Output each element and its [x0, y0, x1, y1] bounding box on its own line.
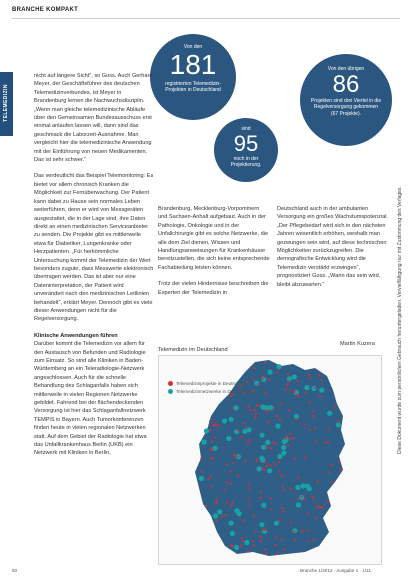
project-dot [210, 485, 212, 487]
network-dot [234, 508, 239, 513]
col1-paragraph: Das verdeutlicht das Beispiel Telemonitoring: Es bietet vor allem chronisch Kranken die Möglichkeit zur Fernüberwachung. Der Patient kann dabei zu Hause sein normales Leben weiterführen, denn er wird von Messgeräten ausgestattet, die in der Lage sind, ihre Daten direkt an einen medizinischen Serviceanbieter zu senden. Die Projekte gibt es mittlerweile etwa für Diabetiker, Lungenkranke oder Herzpatienten. „Für herkömmliche Untersuchung kommt der Telemedizin der Wert besonders zugute, dass Messwerte elektronisch übertragen werden. Das ist aber nur eine Dateninterpretation, der Patient wird unverändert nach den medizinischen Leitlinien behandelt“, erklärt Meyer. Dennoch gibt es viele dieser Anwendungen nicht für die Regelversorgung. [34, 173, 154, 323]
legend-label: Telemedizinprojekte in Deutschland [176, 381, 249, 386]
project-dot [316, 517, 318, 519]
project-dot [232, 545, 234, 547]
project-dot [277, 553, 279, 555]
project-dot [265, 553, 267, 555]
project-dot [200, 470, 202, 472]
network-dot [242, 429, 247, 434]
project-dot [276, 537, 278, 539]
legend-swatch-teal [168, 389, 173, 394]
network-dot [274, 521, 279, 526]
project-dot [276, 371, 278, 373]
project-dot [302, 530, 304, 532]
author-signature: Martin Kuzera [340, 341, 375, 347]
project-dot [282, 511, 284, 513]
project-dot [214, 421, 216, 423]
network-dot [256, 466, 261, 471]
project-dot [255, 531, 257, 533]
project-dot [312, 538, 314, 540]
project-dot [283, 548, 285, 550]
project-dot [289, 433, 291, 435]
network-dot [259, 456, 264, 461]
project-dot [294, 539, 296, 541]
map-title: Telemedizin im Deutschland [158, 347, 228, 353]
project-dot [266, 465, 268, 467]
network-dot [222, 418, 227, 423]
header-rule [12, 18, 400, 19]
project-dot [279, 519, 281, 521]
map-legend [168, 380, 253, 396]
project-dot [287, 445, 289, 447]
col1-paragraph: nicht auf längere Sicht“, so Goss. Auch Gerhard Meyer, der Geschäftsführer des deutschen Telemedizinverbundes, ist Meyer in Brandenburg lernen die Nachwuchsdisziplin. „Wenn man gleiche telemedizinische Abläufe über den Gemeinsamen Bundesausschuss erst einmal anlaufen lassen will, dann sind das geschmack die Laborzeit-Ausnahme. Man vergleicht hier die telemedizinische Anwendung mit der Einführung von neuen Medikamenten. Das ist sehr schwer.“ [34, 73, 153, 164]
project-dot [241, 537, 243, 539]
project-dot [237, 475, 239, 477]
project-dot [221, 515, 223, 517]
project-dot [233, 455, 235, 457]
project-dot [247, 551, 249, 553]
project-dot [230, 544, 232, 546]
project-dot [311, 495, 313, 497]
project-dot [210, 475, 212, 477]
network-dot [267, 468, 272, 473]
project-dot [213, 425, 215, 427]
project-dot [264, 362, 266, 364]
vertical-caption [395, 100, 405, 540]
network-dot [277, 364, 282, 369]
side-tab [0, 72, 13, 136]
project-dot [218, 425, 220, 427]
project-dot [237, 456, 239, 458]
network-dot [277, 454, 282, 459]
stat-86-number: 86 [332, 70, 360, 98]
project-dot [270, 447, 272, 449]
project-dot [278, 471, 280, 473]
project-dot [340, 469, 342, 471]
project-dot [226, 502, 228, 504]
project-dot [267, 421, 269, 423]
project-dot [245, 426, 247, 428]
project-dot [265, 446, 267, 448]
section-title: BRANCHE KOMPAKT [12, 7, 79, 13]
project-dot [241, 436, 243, 438]
project-dot [304, 392, 306, 394]
project-dot [274, 463, 276, 465]
network-dot [327, 411, 332, 416]
project-dot [327, 428, 329, 430]
network-dot [260, 433, 265, 438]
project-dot [313, 498, 315, 500]
stat-181-post: registrierten Telemedizin-Projekten in Deutschland [165, 80, 221, 93]
project-dot [303, 423, 305, 425]
project-dot [214, 437, 216, 439]
project-dot [252, 540, 254, 542]
project-dot [282, 485, 284, 487]
project-dot [209, 448, 211, 450]
project-dot [300, 495, 302, 497]
project-dot [331, 464, 333, 466]
network-dot [294, 414, 299, 419]
project-dot [270, 497, 272, 499]
project-dot [261, 376, 263, 378]
project-dot [258, 405, 260, 407]
project-dot [249, 504, 251, 506]
project-dot [216, 519, 218, 521]
network-dot [295, 485, 300, 490]
network-dot [268, 370, 273, 375]
project-dot [212, 457, 214, 459]
network-dot [228, 521, 233, 526]
project-dot [253, 544, 255, 546]
project-dot [264, 529, 266, 531]
column-3 [277, 205, 389, 297]
project-dot [332, 481, 334, 483]
project-dot [258, 383, 260, 385]
project-dot [304, 456, 306, 458]
project-dot [314, 387, 316, 389]
project-dot [312, 415, 314, 417]
project-dot [293, 531, 295, 533]
project-dot [263, 468, 265, 470]
stat-95-number: 95 [233, 130, 259, 156]
project-dot [324, 441, 326, 443]
network-dot [296, 502, 301, 507]
network-dot [292, 374, 297, 379]
project-dot [229, 471, 231, 473]
stat-circle-95 [214, 118, 278, 182]
project-dot [226, 481, 228, 483]
project-dot [274, 544, 276, 546]
project-dot [280, 538, 282, 540]
project-dot [255, 413, 257, 415]
network-dot [229, 417, 234, 422]
project-dot [286, 435, 288, 437]
network-dot [301, 483, 306, 488]
network-dot [213, 513, 218, 518]
network-dot [226, 436, 231, 441]
project-dot [327, 442, 329, 444]
project-dot [255, 416, 257, 418]
project-dot [288, 380, 290, 382]
project-dot [283, 489, 285, 491]
project-dot [285, 438, 287, 440]
project-dot [297, 498, 299, 500]
project-dot [320, 506, 322, 508]
project-dot [260, 540, 262, 542]
project-dot [296, 379, 298, 381]
project-dot [247, 483, 249, 485]
project-dot [268, 410, 270, 412]
project-dot [307, 513, 309, 515]
project-dot [230, 483, 232, 485]
project-dot [215, 424, 217, 426]
project-dot [225, 514, 227, 516]
project-dot [306, 529, 308, 531]
project-dot [247, 442, 249, 444]
project-dot [233, 408, 235, 410]
network-dot [281, 450, 286, 455]
project-dot [294, 458, 296, 460]
project-dot [319, 396, 321, 398]
project-dot [211, 441, 213, 443]
project-dot [264, 391, 266, 393]
network-dot [281, 445, 286, 450]
project-dot [298, 476, 300, 478]
project-dot [308, 540, 310, 542]
project-dot [261, 378, 263, 380]
stat-86-pre: Von den übrigen [327, 66, 365, 72]
project-dot [322, 507, 324, 509]
project-dot [262, 468, 264, 470]
project-dot [254, 367, 256, 369]
project-dot [290, 488, 292, 490]
project-dot [244, 460, 246, 462]
col1-subheading: Klinische Anwendungen führen [34, 332, 118, 339]
legend-item-projects [168, 380, 253, 388]
project-dot [205, 505, 207, 507]
stat-95-pre: sind [241, 126, 251, 132]
project-dot [269, 379, 271, 381]
project-dot [264, 549, 266, 551]
legend-label: Telemedizinnetzwerke in Deutschland [176, 389, 253, 394]
project-dot [316, 506, 318, 508]
project-dot [260, 491, 262, 493]
network-dot [234, 545, 239, 550]
project-dot [208, 478, 210, 480]
stat-95-post: noch in der Projektierung. [230, 155, 262, 168]
project-dot [327, 501, 329, 503]
project-dot [274, 443, 276, 445]
project-dot [256, 458, 258, 460]
project-dot [237, 429, 239, 431]
legend-swatch-red [168, 381, 173, 386]
column-1 [34, 72, 154, 466]
project-dot [278, 461, 280, 463]
project-dot [269, 464, 271, 466]
network-dot [244, 540, 249, 545]
network-dot [259, 522, 264, 527]
project-dot [275, 415, 277, 417]
project-dot [293, 391, 295, 393]
network-dot [202, 439, 207, 444]
stat-circle-181 [150, 34, 236, 120]
project-dot [242, 519, 244, 521]
network-dot [217, 509, 222, 514]
legend-item-networks [168, 388, 253, 396]
project-dot [242, 540, 244, 542]
project-dot [223, 489, 225, 491]
project-dot [253, 409, 255, 411]
project-dot [298, 395, 300, 397]
network-dot [265, 440, 270, 445]
project-dot [209, 420, 211, 422]
project-dot [315, 441, 317, 443]
project-dot [292, 437, 294, 439]
network-dot [305, 484, 310, 489]
project-dot [209, 429, 211, 431]
page-number: 60 [12, 568, 18, 573]
project-dot [211, 449, 213, 451]
project-dot [264, 461, 266, 463]
project-dot [256, 404, 258, 406]
project-dot [309, 429, 311, 431]
network-dot [336, 422, 341, 427]
network-dot [304, 385, 309, 390]
project-dot [281, 475, 283, 477]
project-dot [279, 418, 281, 420]
project-dot [318, 374, 320, 376]
project-dot [271, 441, 273, 443]
stat-181-pre: Von den [183, 44, 203, 50]
project-dot [249, 439, 251, 441]
project-dot [247, 406, 249, 408]
project-dot [328, 471, 330, 473]
project-dot [290, 438, 292, 440]
project-dot [215, 498, 217, 500]
col1-paragraph: Darüber kommt die Telemedizin vor allem für den Austausch von Befunden und Radiologie zum Einsatz. So sind alle Kliniken in Baden-Württemberg an ein Teleradiologie-Netzwerk angeschlossen. Auch für die schnelle Behandlung des Schlaganfalls haben sich mittlerweile in vielen Regionen Netzwerke gebildet. Fahrend bei der flächendeckenden Versorgung ist hier das Schlaganfallnetzwerk TEMPiS in Bayern. Auch Tumorkonferenzen finden heute in vielen regionalen Netzwerken statt. Auf dem Gebiet der Radiologie hat etwa das Unfallkrankenhaus Berlin (UKB) ein Netzwerk mit Kliniken in Berlin, [34, 341, 147, 457]
network-dot [204, 428, 209, 433]
project-dot [303, 498, 305, 500]
project-dot [240, 545, 242, 547]
footer-issue: Branche 1/2012 · Ausgabe 1 · 1/11 [300, 568, 371, 573]
project-dot [273, 407, 275, 409]
project-dot [226, 463, 228, 465]
col2-paragraph: Trotz der vielen Hindernisse beschreiben die Experten der Telemedizin in [158, 281, 269, 296]
project-dot [230, 504, 232, 506]
project-dot [249, 410, 251, 412]
project-dot [281, 507, 283, 509]
network-dot [199, 476, 204, 481]
col3-paragraph: Deutschland auch in der ambulanten Versorgung ein großes Wachstumspotenzial. „Der Pflegebedarf wird sich in den nächsten Jahren wesentlich erhöhen, weshalb man gezwungen sein wird, auf diese technischen Möglichkeiten zurückzugreifen. Die demografische Entwicklung wird die Telemedizin verstärkt erzwingen“, prognostiziert Goss. „Wann das sein wird, bleibt abzuwarten.“ [277, 206, 389, 288]
project-dot [280, 403, 282, 405]
col2-paragraph: Brandenburg, Mecklenburg-Vorpommern und Sachsen-Anhalt aufgebaut. Auch in der Pathologie, Onkologie und in der Unfallchirurgie gibt es solche Netzwerke, die alle dem Ziel dienen, Wissen und Handlungsanweisungen für Krankenhäuser bereitzustellen, die sich keine entsprechende Fachabteilung leisten können. [158, 206, 270, 271]
project-dot [284, 389, 286, 391]
project-dot [253, 514, 255, 516]
stat-86-post: Projekten sind drei Viertel in die Regelversorgung gekommen (67 Projekte). [310, 97, 382, 117]
project-dot [308, 401, 310, 403]
project-dot [338, 461, 340, 463]
network-dot [319, 388, 324, 393]
project-dot [290, 389, 292, 391]
project-dot [308, 374, 310, 376]
project-dot [288, 409, 290, 411]
project-dot [334, 405, 336, 407]
stat-181-number: 181 [169, 48, 217, 80]
project-dot [200, 457, 202, 459]
project-dot [286, 384, 288, 386]
project-dot [309, 377, 311, 379]
stat-circle-86 [300, 54, 392, 146]
project-dot [210, 457, 212, 459]
network-dot [275, 424, 280, 429]
network-dot [261, 503, 266, 508]
side-tab-label: TELEMEDIZIN [3, 84, 9, 122]
network-dot [230, 531, 235, 536]
project-dot [265, 410, 267, 412]
project-dot [260, 536, 262, 538]
project-dot [271, 508, 273, 510]
project-dot [312, 411, 314, 413]
project-dot [290, 522, 292, 524]
project-dot [296, 418, 298, 420]
project-dot [247, 497, 249, 499]
project-dot [259, 497, 261, 499]
project-dot [231, 501, 233, 503]
column-2 [158, 205, 270, 305]
vertical-caption-text: Diese Dokument wurde zum persönlichen Gebrauch heruntergeladen. Vervielfältigung nur mit Zustimmung des Verlages. [397, 186, 403, 454]
project-dot [248, 489, 250, 491]
project-dot [314, 427, 316, 429]
project-dot [320, 379, 322, 381]
project-dot [232, 462, 234, 464]
project-dot [336, 420, 338, 422]
project-dot [296, 394, 298, 396]
project-dot [287, 373, 289, 375]
project-dot [316, 480, 318, 482]
project-dot [243, 422, 245, 424]
project-dot [216, 501, 218, 503]
